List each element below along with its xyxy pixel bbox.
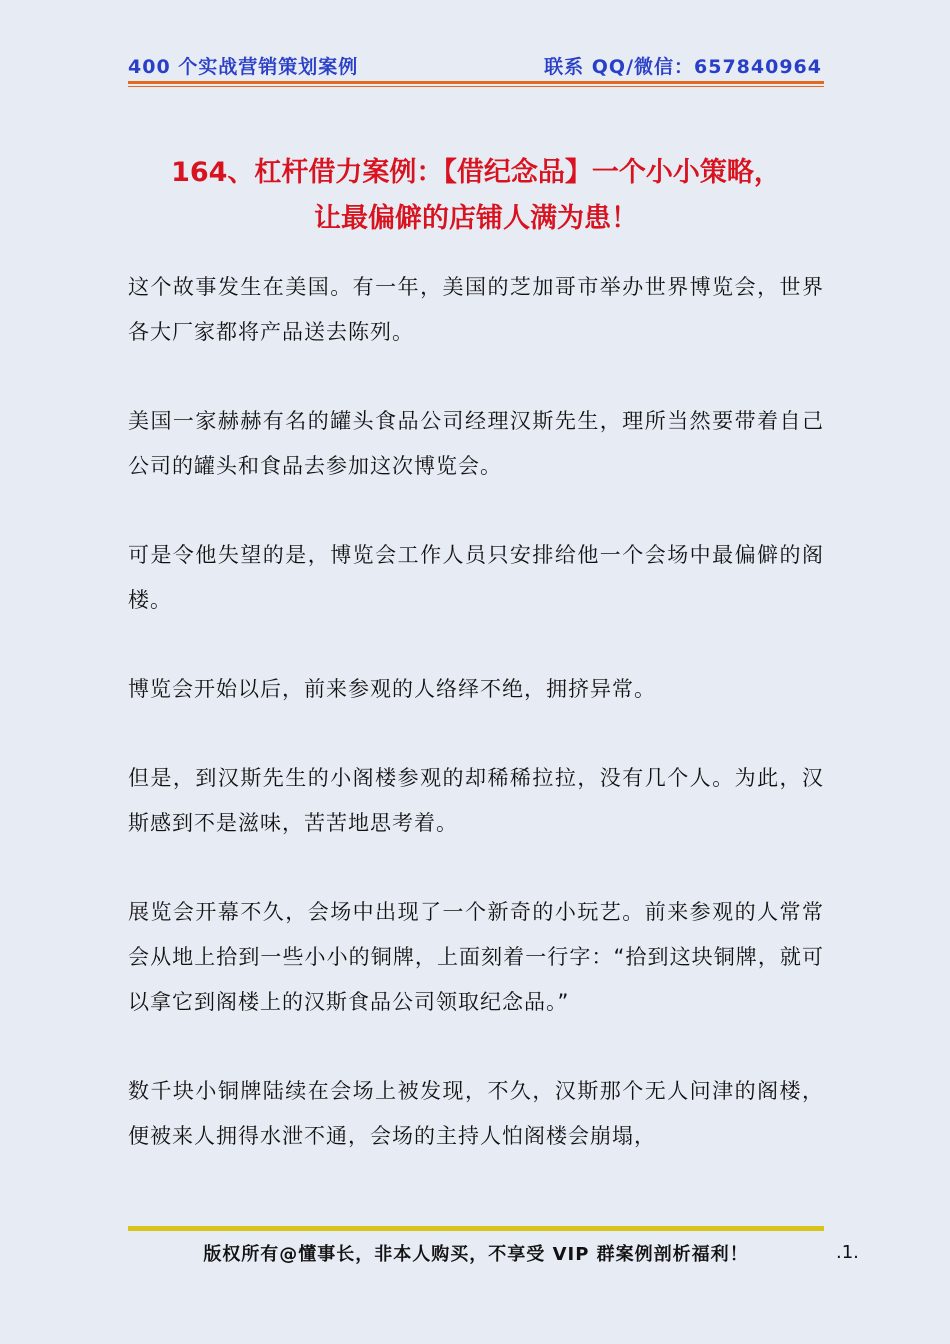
header-series-title: 400 个实战营销策划案例 [128, 56, 359, 78]
page-number: .1. [836, 1242, 859, 1263]
paragraph: 展览会开幕不久，会场中出现了一个新奇的小玩艺。前来参观的人常常会从地上拾到一些小小的铜牌，上面刻着一行字：“拾到这块铜牌，就可以拿它到阁楼上的汉斯食品公司领取纪念品。” [128, 900, 824, 1014]
paragraph: 可是令他失望的是，博览会工作人员只安排给他一个会场中最偏僻的阁楼。 [128, 543, 824, 612]
footer-divider [128, 1226, 824, 1231]
article-title-line-1: 164、杠杆借力案例：【借纪念品】一个小小策略， [171, 157, 781, 188]
paragraph: 但是，到汉斯先生的小阁楼参观的却稀稀拉拉，没有几个人。为此，汉斯感到不是滋味，苦苦地思考着。 [128, 766, 824, 835]
paragraph: 美国一家赫赫有名的罐头食品公司经理汉斯先生，理所当然要带着自己公司的罐头和食品去参加这次博览会。 [128, 409, 824, 478]
article-title-line-2: 让最偏僻的店铺人满为患！ [314, 203, 638, 234]
paragraph: 这个故事发生在美国。有一年，美国的芝加哥市举办世界博览会，世界各大厂家都将产品送去陈列。 [128, 275, 824, 344]
copyright-notice: 版权所有@懂事长，非本人购买，不享受 VIP 群案例剖析福利！ [203, 1244, 749, 1265]
header-divider [128, 81, 824, 84]
article-body [128, 265, 824, 1203]
article-title [128, 150, 824, 242]
header-divider-thin [128, 86, 824, 87]
paragraph: 博览会开始以后，前来参观的人络绎不绝，拥挤异常。 [128, 677, 656, 701]
header-contact: 联系 QQ/微信：657840964 [544, 56, 822, 78]
paragraph: 数千块小铜牌陆续在会场上被发现，不久，汉斯那个无人问津的阁楼，便被来人拥得水泄不通，会场的主持人怕阁楼会崩塌， [128, 1079, 824, 1148]
